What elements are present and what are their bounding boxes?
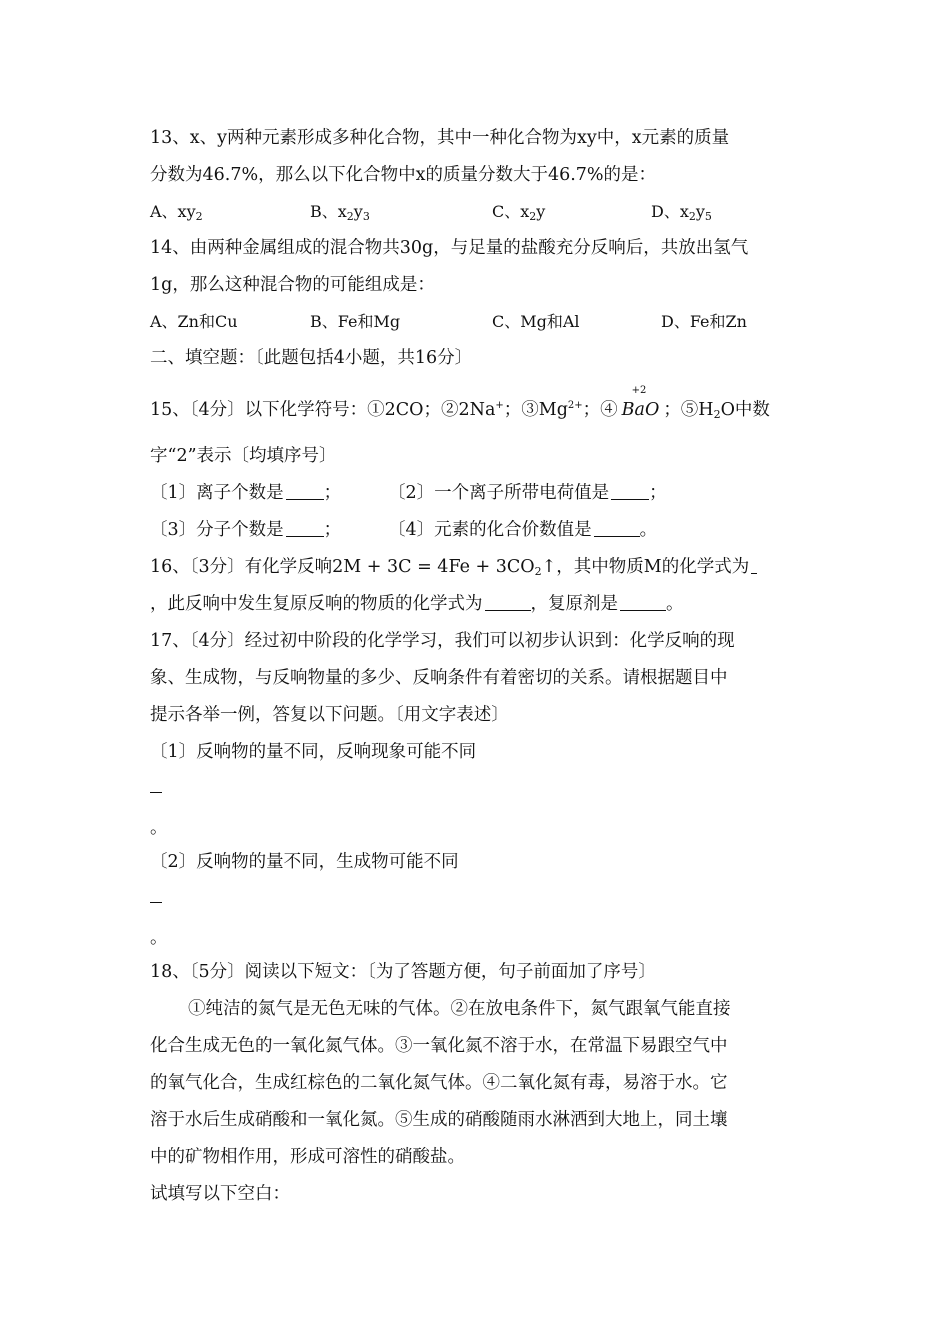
q17-answer-line-1[interactable] [150, 792, 162, 793]
q13-option-a: A、$xy_2$ [150, 202, 203, 223]
q18-para-3: 的氧气化合，生成红棕色的二氧化氮气体。④二氧化氮有毒，易溶于水。它 [150, 1073, 728, 1093]
q17-sub-2: 〔2〕反响物的量不同，生成物可能不同 [150, 852, 459, 872]
q15-blank-1: 〔1〕离子个数是 ； [150, 483, 342, 503]
q18-para-5: 中的矿物相作用，形成可溶性的硝酸盐。 [150, 1147, 465, 1167]
q17-sub-1: 〔1〕反响物的量不同，反响现象可能不同 [150, 742, 477, 762]
q16-line-2: ，此反响中发生复原反响的物质的化学式为 ，复原剂是 。 [150, 594, 684, 614]
q13-line-1: 13、x、y两种元素形成多种化合物，其中一种化合物为xy中，x元素的质量 [150, 128, 730, 148]
q17-end-1: 。 [150, 818, 168, 838]
q13-option-b: B、$x_2y_3$ [310, 202, 370, 223]
q18-para-4: 溶于水后生成硝酸和一氧化氮。⑤生成的硝酸随雨水淋洒到大地上，同土壤 [150, 1110, 728, 1130]
q18-prompt: 试填写以下空白： [150, 1184, 290, 1204]
answer-blank[interactable] [611, 481, 649, 500]
q15-blank-4: 〔4〕元素的化合价数值是 。 [388, 520, 658, 540]
q18-line-1: 18、〔5分〕阅读以下短文：〔为了答题方便，句子前面加了序号〕 [150, 962, 656, 982]
answer-blank[interactable] [620, 592, 666, 611]
q13-option-c: C、$x_2y$ [492, 202, 546, 223]
q15-blank-2: 〔2〕一个离子所带电荷值是 ； [388, 483, 667, 503]
q16-line-1: 16、〔3分〕有化学反响$2M + 3C = 4Fe + 3CO_2↑$，其中物质M的化学式为 [150, 555, 757, 579]
answer-blank[interactable] [594, 518, 640, 537]
bao-formula: +2 BaO [621, 385, 660, 420]
q15-line-2: 字“2”表示〔均填序号〕 [150, 446, 337, 466]
q13-option-d: D、$x_2y_5$ [651, 202, 712, 223]
q14-option-a: A、Zn和Cu [150, 312, 238, 331]
q17-end-2: 。 [150, 928, 168, 948]
q15-line-1: 15、〔4分〕以下化学符号：①2CO；②2Na+；$③Mg^{2+}$；④ +2 BaO ；$⑤H_2O$中数 [150, 385, 770, 421]
answer-blank[interactable] [751, 555, 757, 574]
q17-line-2: 象、生成物，与反响物量的多少、反响条件有着密切的关系。请根据题目中 [150, 668, 728, 688]
q14-option-b: B、Fe和Mg [310, 312, 401, 331]
q18-para-2: 化合生成无色的一氧化氮气体。③一氧化氮不溶于水，在常温下易跟空气中 [150, 1036, 728, 1056]
q14-line-2: 1g，那么这种混合物的可能组成是： [150, 275, 435, 295]
q15-blank-3: 〔3〕分子个数是 ； [150, 520, 342, 540]
q14-option-c: C、Mg和Al [492, 312, 580, 331]
q14-line-1: 14、由两种金属组成的混合物共30g，与足量的盐酸充分反响后，共放出氢气 [150, 238, 749, 258]
answer-blank[interactable] [286, 518, 324, 537]
q17-line-1: 17、〔4分〕经过初中阶段的化学学习，我们可以初步认识到：化学反响的现 [150, 631, 735, 651]
answer-blank[interactable] [286, 481, 324, 500]
q18-para-1: ①纯洁的氮气是无色无味的气体。②在放电条件下，氮气跟氧气能直接 [188, 999, 731, 1019]
q14-option-d: D、Fe和Zn [661, 312, 747, 331]
section-2-heading: 二、填空题：〔此题包括4小题，共16分〕 [150, 348, 473, 368]
answer-blank[interactable] [485, 592, 531, 611]
q13-line-2: 分数为46.7%，那么以下化合物中x的质量分数大于46.7%的是： [150, 165, 657, 185]
q17-line-3: 提示各举一例，答复以下问题。〔用文字表述〕 [150, 705, 509, 725]
q17-answer-line-2[interactable] [150, 902, 162, 903]
